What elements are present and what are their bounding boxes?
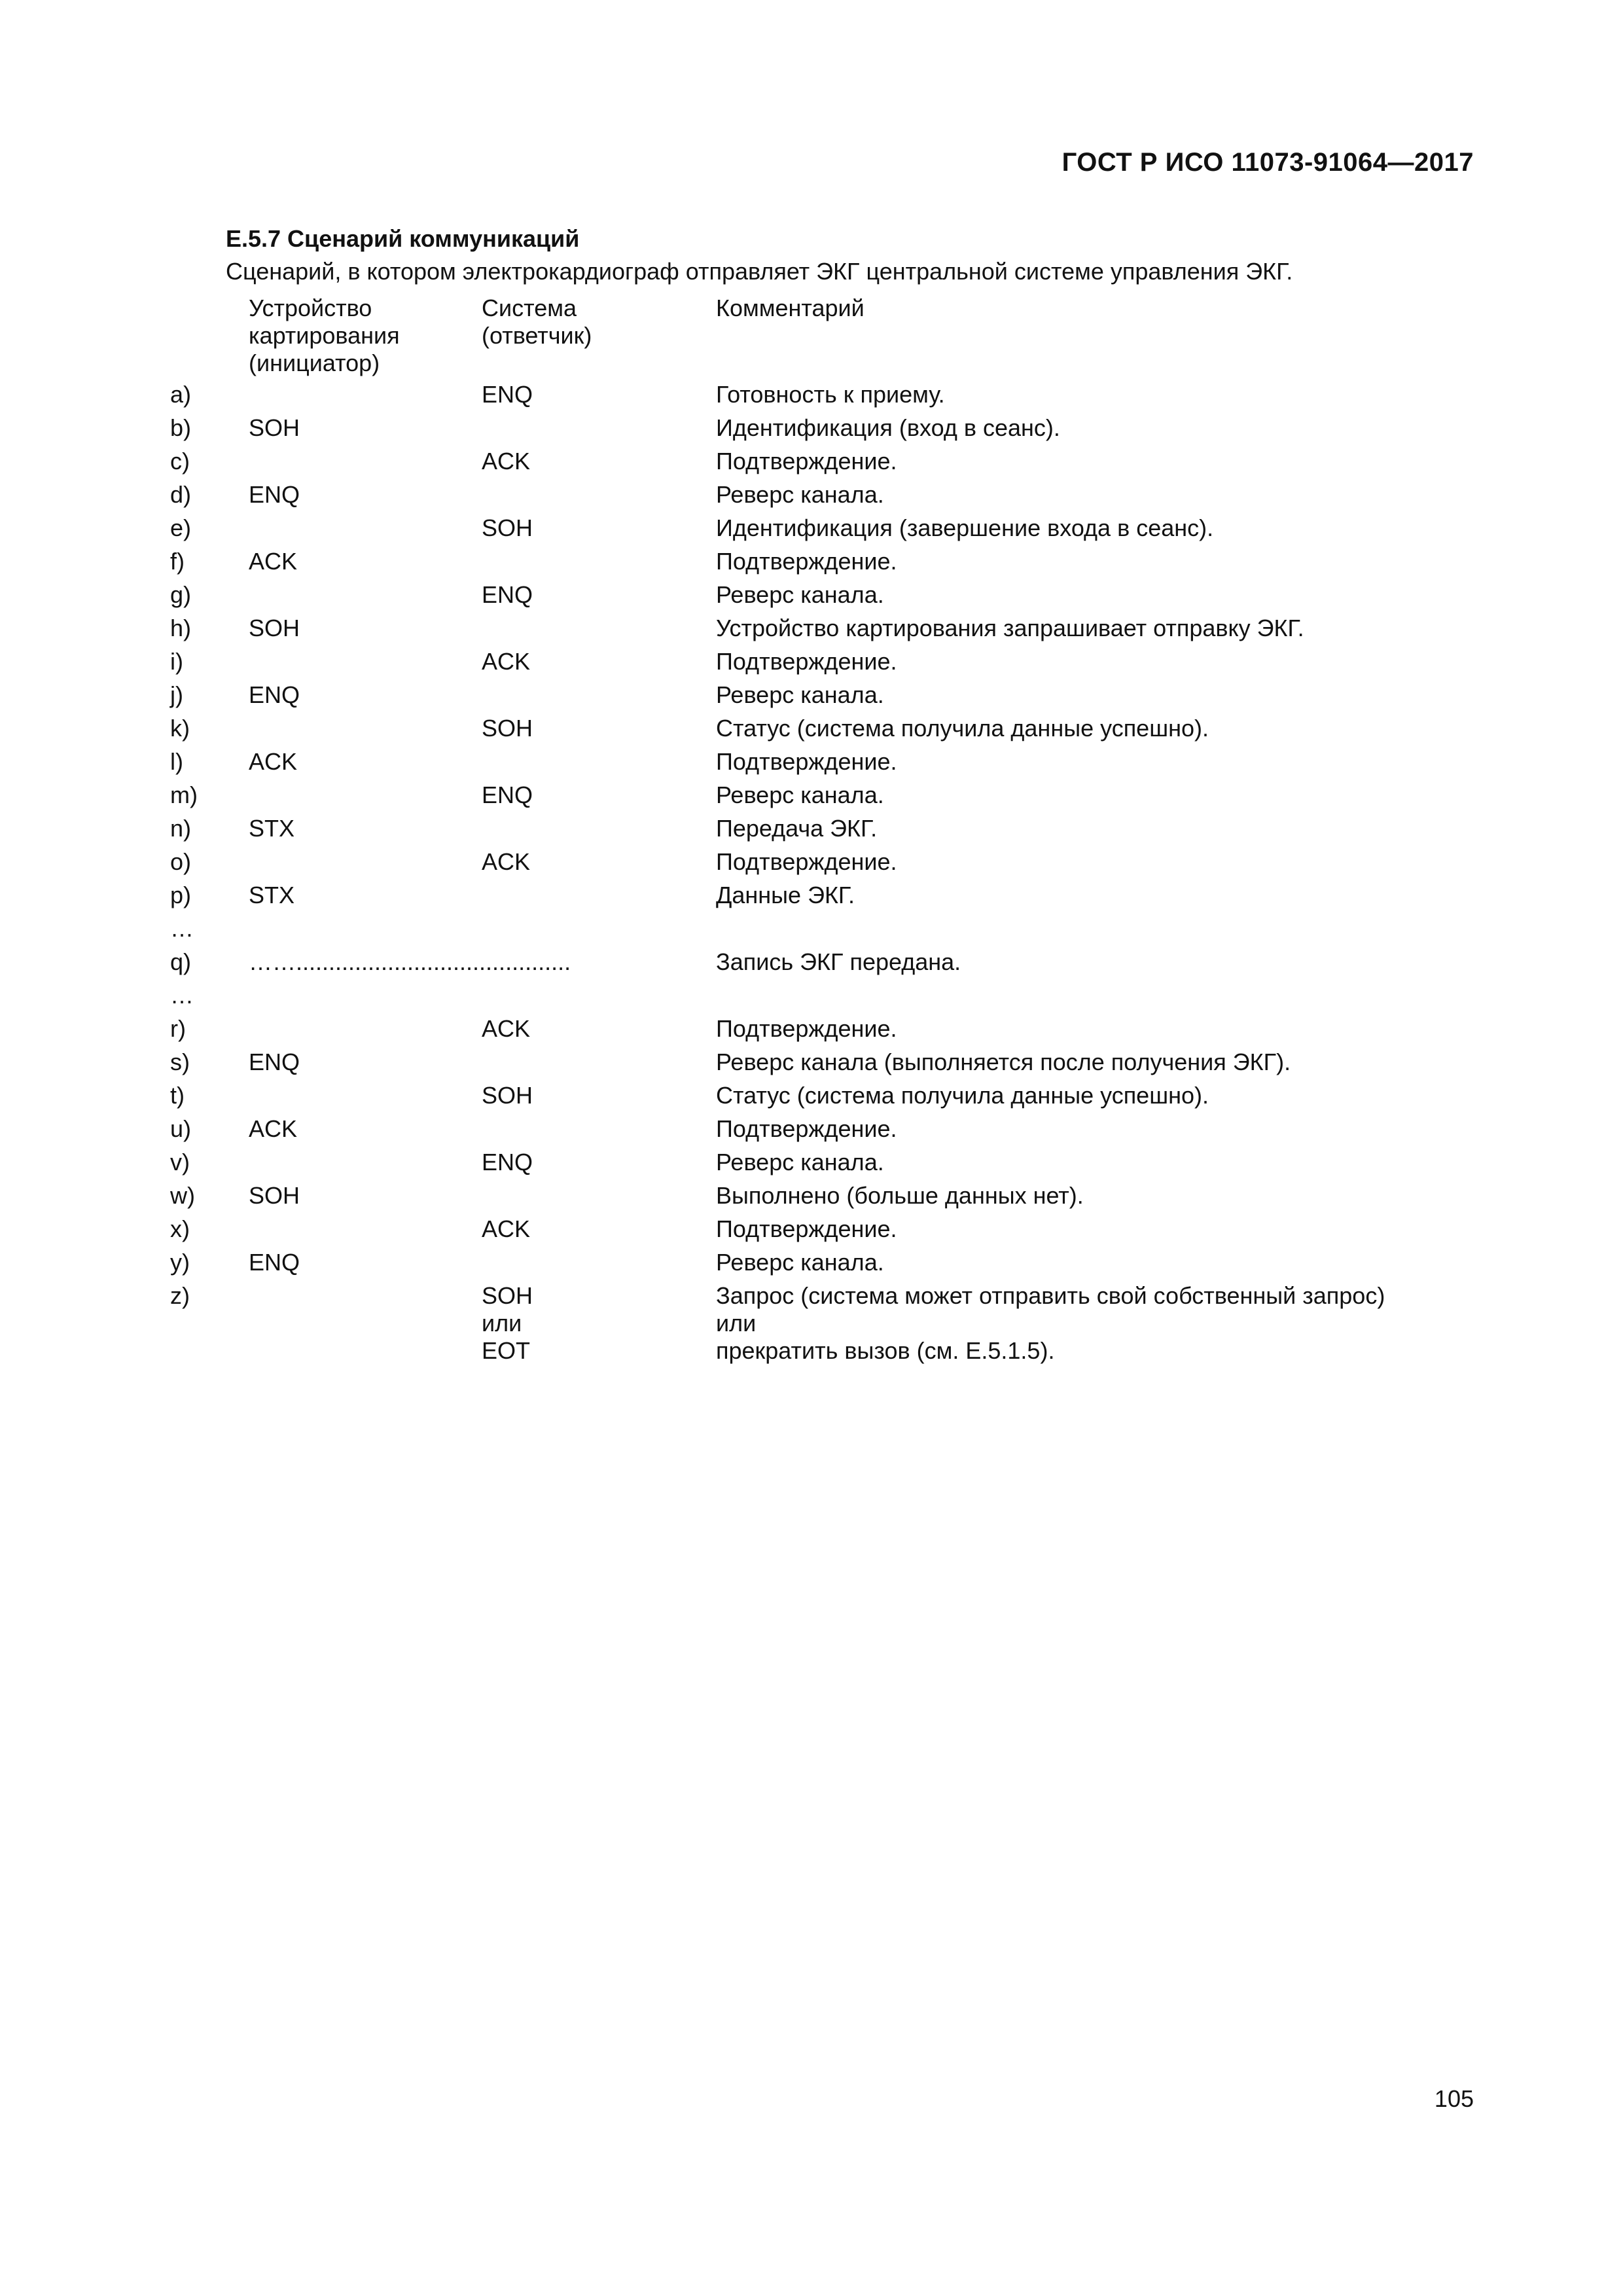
row-label: r) — [170, 1015, 186, 1042]
comment-cell: Подтверждение. — [716, 848, 897, 875]
comment-cell: Идентификация (завершение входа в сеанс). — [716, 514, 1214, 541]
row-label: u) — [170, 1115, 192, 1142]
initiator-cell: STX — [249, 882, 295, 908]
responder-cell: SOH — [482, 514, 533, 541]
column-header-comment — [716, 295, 865, 322]
table-row — [0, 1215, 1623, 1249]
table-row — [0, 1082, 1623, 1115]
row-label: … — [170, 915, 194, 942]
initiator-cell: SOH — [249, 414, 300, 441]
table-row — [0, 1249, 1623, 1282]
comment-cell: Реверс канала. — [716, 581, 884, 608]
row-label: x) — [170, 1215, 190, 1242]
responder-cell: SOH — [482, 1082, 533, 1109]
row-label: s) — [170, 1049, 190, 1075]
table-row — [0, 1115, 1623, 1149]
comment-cell: Выполнено (больше данных нет). — [716, 1182, 1084, 1209]
comment-cell: Реверс канала. — [716, 681, 884, 708]
initiator-cell: SOH — [249, 1182, 300, 1209]
scenario-table — [0, 381, 1623, 1374]
row-label: m) — [170, 781, 198, 808]
table-row — [0, 548, 1623, 581]
table-row — [0, 915, 1623, 948]
table-row — [0, 481, 1623, 514]
comment-cell: Запись ЭКГ передана. — [716, 948, 961, 975]
table-row — [0, 948, 1623, 982]
row-label: … — [170, 982, 194, 1009]
responder-cell: ACK — [482, 1215, 531, 1242]
row-label: w) — [170, 1182, 195, 1209]
table-row — [0, 681, 1623, 715]
comment-cell: Реверс канала. — [716, 1249, 884, 1276]
comment-cell: Статус (система получила данные успешно). — [716, 715, 1209, 742]
responder-cell: ACK — [482, 648, 531, 675]
comment-cell: Готовность к приему. — [716, 381, 945, 408]
row-label: z) — [170, 1282, 190, 1309]
initiator-cell: SOH — [249, 615, 300, 641]
row-label: t) — [170, 1082, 185, 1109]
initiator-cell: ACK — [249, 748, 298, 775]
row-label: b) — [170, 414, 192, 441]
column-header-line: Комментарий — [716, 295, 865, 321]
table-row — [0, 615, 1623, 648]
row-label: g) — [170, 581, 192, 608]
table-row — [0, 1015, 1623, 1049]
responder-cell-line: SOH — [482, 1282, 533, 1309]
comment-cell: Подтверждение. — [716, 548, 897, 575]
row-label: q) — [170, 948, 192, 975]
comment-cell: Устройство картирования запрашивает отправку ЭКГ. — [716, 615, 1304, 641]
table-row — [0, 448, 1623, 481]
row-label: d) — [170, 481, 192, 508]
initiator-cell: ENQ — [249, 481, 300, 508]
responder-cell-line: EOT — [482, 1337, 531, 1364]
table-row — [0, 1282, 1623, 1374]
table-row — [0, 1049, 1623, 1082]
row-label: i) — [170, 648, 183, 675]
column-header-responder — [482, 295, 592, 350]
column-header-initiator — [249, 295, 400, 377]
comment-cell: Подтверждение. — [716, 1015, 897, 1042]
comment-cell — [716, 1282, 1385, 1365]
table-row — [0, 648, 1623, 681]
section-intro: Сценарий, в котором электрокардиограф отправляет ЭКГ центральной системе управления ЭКГ. — [226, 258, 1293, 285]
table-row — [0, 715, 1623, 748]
row-label: j) — [170, 681, 183, 708]
responder-cell — [482, 1282, 533, 1365]
initiator-cell: ENQ — [249, 1249, 300, 1276]
initiator-cell: ACK — [249, 548, 298, 575]
row-label: y) — [170, 1249, 190, 1276]
responder-cell: ACK — [482, 1015, 531, 1042]
table-row — [0, 1182, 1623, 1215]
column-header-line: картирования — [249, 322, 400, 349]
row-label: l) — [170, 748, 183, 775]
row-label: f) — [170, 548, 185, 575]
row-label: n) — [170, 815, 192, 842]
document-id: ГОСТ Р ИСО 11073-91064—2017 — [1061, 148, 1474, 177]
row-label: h) — [170, 615, 192, 641]
responder-cell: ENQ — [482, 781, 533, 808]
comment-cell: Подтверждение. — [716, 648, 897, 675]
responder-cell: ENQ — [482, 581, 533, 608]
comment-cell: Реверс канала (выполняется после получения ЭКГ). — [716, 1049, 1291, 1075]
row-label: v) — [170, 1149, 190, 1175]
row-label: a) — [170, 381, 192, 408]
responder-cell: ENQ — [482, 1149, 533, 1175]
row-label: p) — [170, 882, 192, 908]
table-row — [0, 1149, 1623, 1182]
row-label: o) — [170, 848, 192, 875]
page-number: 105 — [1434, 2085, 1474, 2112]
comment-cell: Реверс канала. — [716, 781, 884, 808]
responder-cell: ACK — [482, 848, 531, 875]
column-header-line: Система — [482, 295, 577, 321]
comment-cell: Реверс канала. — [716, 1149, 884, 1175]
table-row — [0, 882, 1623, 915]
row-label: e) — [170, 514, 192, 541]
comment-cell: Подтверждение. — [716, 1215, 897, 1242]
initiator-cell: ACK — [249, 1115, 298, 1142]
comment-cell: Подтверждение. — [716, 1115, 897, 1142]
responder-cell-line: или — [482, 1310, 522, 1336]
table-row — [0, 815, 1623, 848]
comment-cell: Передача ЭКГ. — [716, 815, 878, 842]
responder-cell: SOH — [482, 715, 533, 742]
column-header-line: (инициатор) — [249, 350, 380, 376]
comment-cell: Реверс канала. — [716, 481, 884, 508]
responder-cell: ACK — [482, 448, 531, 475]
comment-cell-line: Запрос (система может отправить свой собственный запрос) — [716, 1282, 1385, 1309]
table-row — [0, 982, 1623, 1015]
table-row — [0, 781, 1623, 815]
row-label: k) — [170, 715, 190, 742]
column-header-line: (ответчик) — [482, 322, 592, 349]
table-row — [0, 748, 1623, 781]
section-heading: E.5.7 Сценарий коммуникаций — [226, 225, 580, 252]
column-header-line: Устройство — [249, 295, 372, 321]
table-row — [0, 581, 1623, 615]
responder-cell: ENQ — [482, 381, 533, 408]
table-row — [0, 381, 1623, 414]
initiator-cell: …….......................................... — [249, 948, 571, 975]
comment-cell: Идентификация (вход в сеанс). — [716, 414, 1060, 441]
initiator-cell: ENQ — [249, 1049, 300, 1075]
comment-cell: Данные ЭКГ. — [716, 882, 855, 908]
initiator-cell: STX — [249, 815, 295, 842]
table-row — [0, 514, 1623, 548]
table-row — [0, 414, 1623, 448]
initiator-cell: ENQ — [249, 681, 300, 708]
comment-cell: Подтверждение. — [716, 748, 897, 775]
comment-cell-line: прекратить вызов (см. E.5.1.5). — [716, 1337, 1055, 1364]
row-label: c) — [170, 448, 190, 475]
table-row — [0, 848, 1623, 882]
comment-cell: Подтверждение. — [716, 448, 897, 475]
comment-cell: Статус (система получила данные успешно). — [716, 1082, 1209, 1109]
comment-cell-line: или — [716, 1310, 757, 1336]
